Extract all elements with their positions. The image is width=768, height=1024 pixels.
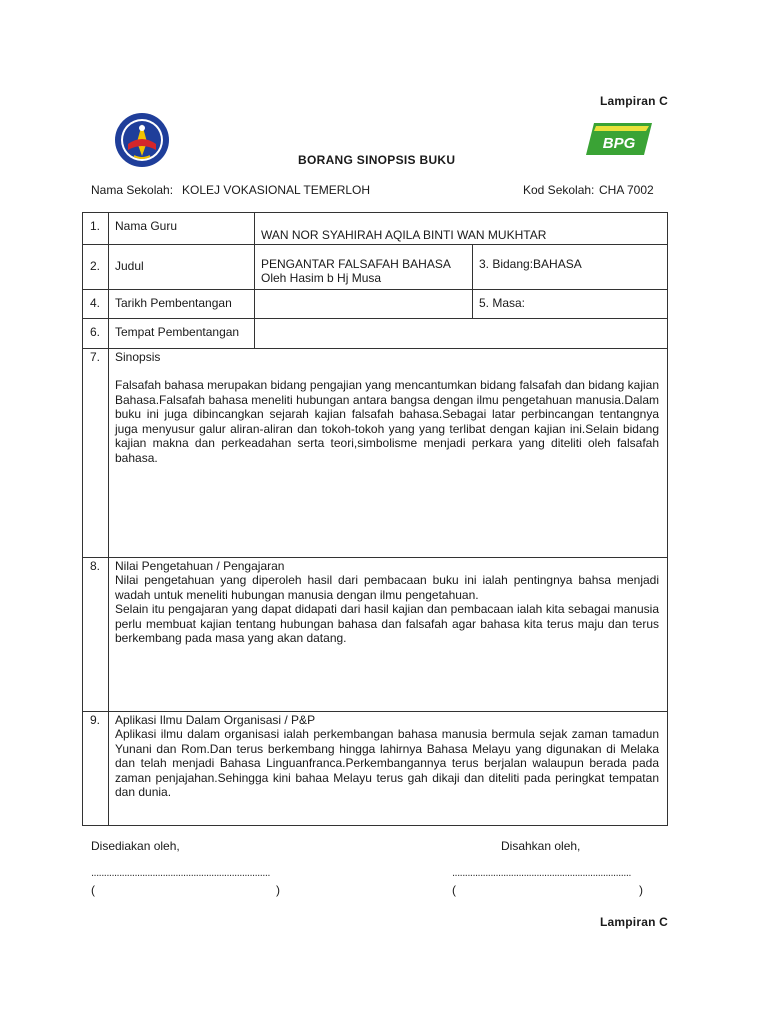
synopsis-form-table	[82, 212, 668, 826]
application-label: Aplikasi Ilmu Dalam Organisasi / P&P	[115, 713, 316, 727]
teacher-name-value: WAN NOR SYAHIRAH AQILA BINTI WAN MUKHTAR	[255, 213, 668, 245]
field-value: 3. Bidang:BAHASA	[473, 245, 668, 290]
row-number: 1.	[83, 213, 109, 245]
presentation-date-label: Tarikh Pembentangan	[109, 290, 255, 319]
presentation-place-label: Tempat Pembentangan	[109, 319, 255, 349]
row-number: 4.	[83, 290, 109, 319]
row-synopsis	[83, 349, 668, 558]
school-name-value: KOLEJ VOKASIONAL TEMERLOH	[182, 183, 371, 197]
teacher-name-label: Nama Guru	[109, 213, 255, 245]
ministry-logo-icon	[114, 112, 170, 168]
synopsis-text: Falsafah bahasa merupakan bidang pengajian yang mencantumkan bidang falsafah dan bidang kajian Bahasa.Falsafah bahasa meneliti hubungan antara bangsa dengan ilmu pengetahuan manusia.Dalam buku ini juga dibincangkan sejarah kajian falsafah bahasa.Sebagai latar perbincangan tentangnya juga menyusur galur aliran-aliran dan tokoh-tokoh yang yang terlibat dengan kajian ini.Selain bidang kajian makna dan perkeadahan serta teori,simbolisme menjadi perkara yang diteliti oleh falsafah bahasa.	[115, 378, 659, 465]
approved-name-close-paren: )	[639, 883, 643, 897]
time-label: 5. Masa:	[473, 290, 668, 319]
synopsis-label: Sinopsis	[115, 350, 161, 364]
form-title: BORANG SINOPSIS BUKU	[298, 153, 456, 167]
row-number: 7.	[83, 349, 109, 558]
row-number: 8.	[83, 558, 109, 712]
knowledge-value-text-1: Nilai pengetahuan yang diperoleh hasil dari pembacaan buku ini ialah pentingnya bahsa menjadi wadah untuk meneliti hubungan manusia dengan ilmu pengetahuan.	[115, 573, 659, 602]
bpg-logo	[586, 121, 652, 157]
synopsis-cell	[109, 349, 668, 558]
approved-by-label: Disahkan oleh,	[501, 839, 581, 853]
row-presentation-date	[83, 290, 668, 319]
row-presentation-place	[83, 319, 668, 349]
lampiran-label-top: Lampiran C	[600, 94, 669, 108]
title-label: Judul	[109, 245, 255, 290]
knowledge-value-text-2: Selain itu pengajaran yang dapat didapati dari hasil kajian dan pembacaan ialah kita sebagai manusia perlu membuat kajian tentang hubungan bahasa dan falsafah agar bahasa kita terus maju dan terus berkembang pada masa yang akan datang.	[115, 602, 659, 645]
application-cell	[109, 712, 668, 826]
prepared-signature-line: ......................................................................	[91, 867, 270, 879]
lampiran-label-bottom: Lampiran C	[600, 915, 669, 929]
presentation-place-value	[255, 319, 668, 349]
knowledge-value-cell	[109, 558, 668, 712]
knowledge-value-label: Nilai Pengetahuan / Pengajaran	[115, 559, 285, 573]
bpg-logo-text: BPG	[602, 135, 636, 152]
application-text: Aplikasi ilmu dalam organisasi ialah perkembangan bahasa manusia bermula sejak zaman tamadun Yunani dan Rom.Dan terus berkembang hingga lahirnya Bahasa Melayu yang digunakan di Melaka dan telah menjadi Bahasa Linguanfranca.Perkembangannya terus berjalan walaupun berada pada zaman penjajahan.Sehingga kini bahaa Melayu terus gah dikaji dan diteliti pada peringkat tempatan dan dunia.	[115, 727, 659, 799]
row-title	[83, 245, 668, 290]
book-title: PENGANTAR FALSAFAH BAHASA	[261, 257, 451, 271]
prepared-name-open-paren: (	[91, 883, 95, 897]
school-code-value: CHA 7002	[599, 183, 654, 197]
row-teacher-name	[83, 213, 668, 245]
title-value	[255, 245, 473, 290]
row-number: 9.	[83, 712, 109, 826]
approved-name-open-paren: (	[452, 883, 456, 897]
prepared-by-label: Disediakan oleh,	[91, 839, 180, 853]
approved-signature-line: ......................................................................	[452, 867, 631, 879]
presentation-date-value	[255, 290, 473, 319]
row-number: 2.	[83, 245, 109, 290]
prepared-name-close-paren: )	[276, 883, 280, 897]
row-application	[83, 712, 668, 826]
school-name-label: Nama Sekolah:	[91, 183, 174, 197]
row-knowledge-value	[83, 558, 668, 712]
school-code-label: Kod Sekolah:	[523, 183, 595, 197]
book-author: Oleh Hasim b Hj Musa	[261, 271, 382, 285]
row-number: 6.	[83, 319, 109, 349]
